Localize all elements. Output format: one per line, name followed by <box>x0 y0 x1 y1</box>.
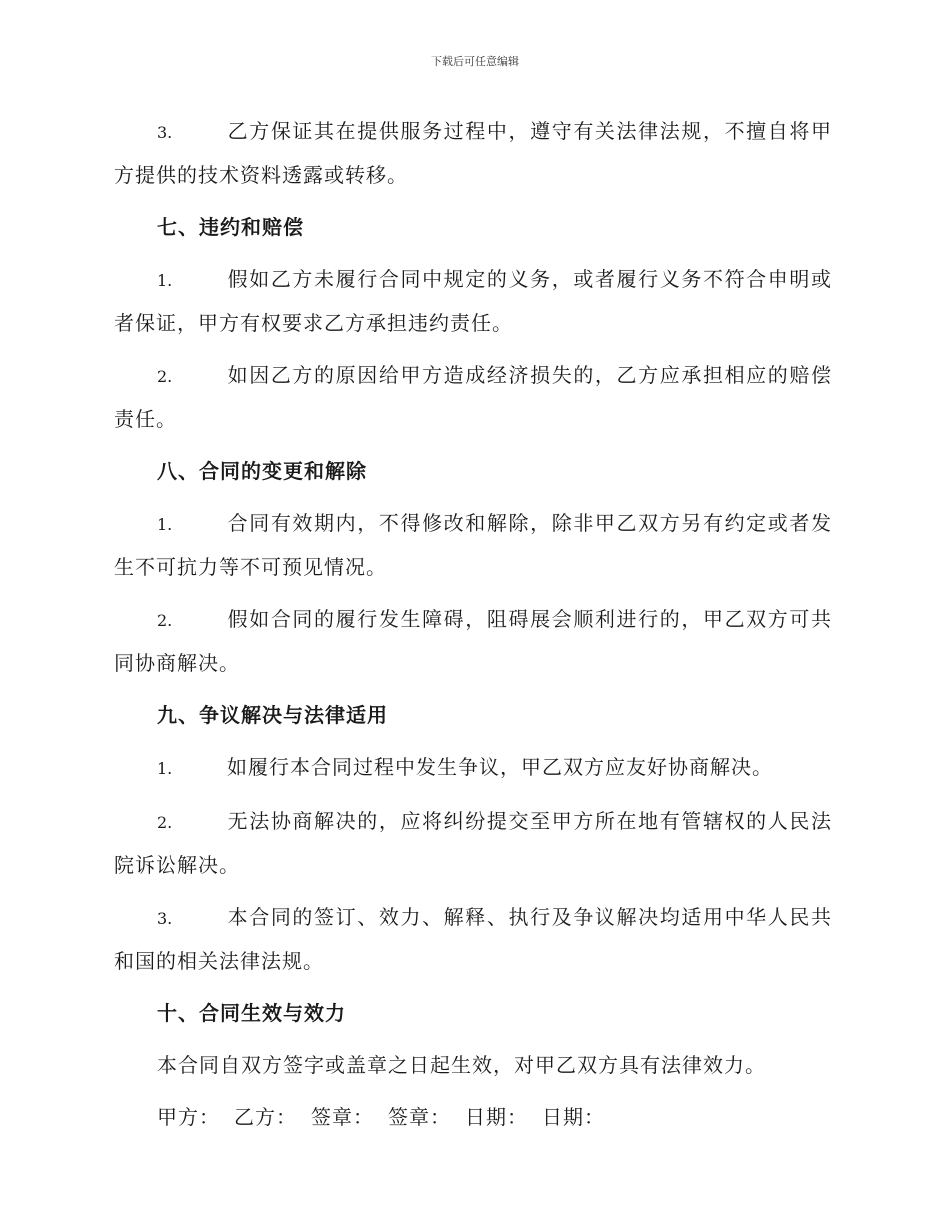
date-a-label: 日期： <box>465 1105 528 1129</box>
signature-line <box>114 1096 832 1138</box>
clause-number: 3. <box>157 123 173 142</box>
clause-item <box>114 800 832 886</box>
clause-text: 无法协商解决的，应将纠纷提交至甲方所在地有管辖权的人民法院诉讼解决。 <box>114 809 832 877</box>
clause-item <box>114 258 832 344</box>
clause-number: 1. <box>157 271 173 290</box>
seal-b-label: 签章： <box>388 1105 451 1129</box>
clause-number: 3. <box>157 909 173 928</box>
clause-number: 2. <box>157 367 173 386</box>
clause-item <box>114 354 832 440</box>
clause-text: 假如乙方未履行合同中规定的义务，或者履行义务不符合申明或者保证，甲方有权要求乙方承担违约责任。 <box>114 267 832 335</box>
seal-a-label: 签章： <box>311 1105 374 1129</box>
clause-item <box>114 746 832 790</box>
section-heading: 七、违约和赔偿 <box>157 215 304 239</box>
clause-text: 乙方保证其在提供服务过程中，遵守有关法律法规，不擅自将甲方提供的技术资料透露或转移。 <box>114 119 832 187</box>
clause-item <box>114 598 832 684</box>
section-heading: 十、合同生效与效力 <box>157 1001 346 1025</box>
document-body <box>114 110 832 1138</box>
page-header: 下载后可任意编辑 <box>431 55 519 68</box>
clause-number: 1. <box>157 515 173 534</box>
section-heading: 八、合同的变更和解除 <box>157 459 367 483</box>
clause-text: 本合同的签订、效力、解释、执行及争议解决均适用中华人民共和国的相关法律法规。 <box>114 905 832 973</box>
clause-number: 1. <box>157 759 173 778</box>
party-a-label: 甲方： <box>157 1105 220 1129</box>
section-heading: 九、争议解决与法律适用 <box>157 703 388 727</box>
clause-text: 合同有效期内，不得修改和解除，除非甲乙双方另有约定或者发生不可抗力等不可预见情况。 <box>114 511 832 579</box>
party-b-label: 乙方： <box>234 1105 297 1129</box>
clause-text: 如履行本合同过程中发生争议，甲乙双方应友好协商解决。 <box>227 755 773 779</box>
clause-item <box>114 896 832 982</box>
date-b-label: 日期： <box>542 1105 605 1129</box>
clause-number: 2. <box>157 611 173 630</box>
clause-text: 假如合同的履行发生障碍，阻碍展会顺利进行的，甲乙双方可共同协商解决。 <box>114 607 832 675</box>
clause-item <box>114 502 832 588</box>
effect-paragraph: 本合同自双方签字或盖章之日起生效，对甲乙双方具有法律效力。 <box>157 1053 766 1077</box>
clause-number: 2. <box>157 813 173 832</box>
clause-item <box>114 110 832 196</box>
clause-text: 如因乙方的原因给甲方造成经济损失的，乙方应承担相应的赔偿责任。 <box>114 363 832 431</box>
